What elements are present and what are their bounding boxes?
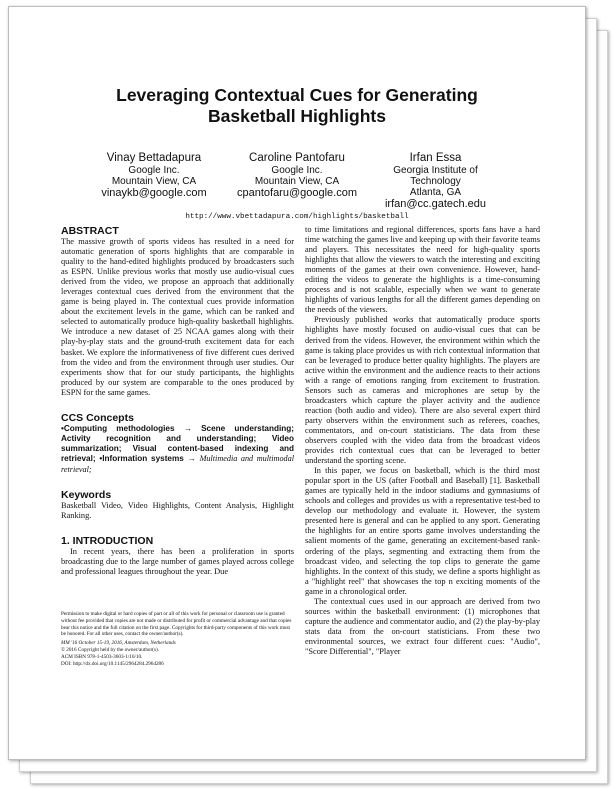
permission-text: Permission to make digital or hard copies of part or all of this work for personal or classroom use is granted without fee provided that copies are not made or distributed for profit or commercial advantage and that copies bear this notice and the full citation on the first page. Copyrights for third-party components of this work must be honored. For all other uses, contact the owner/author(s). <box>61 611 292 638</box>
author-block-1 <box>89 152 219 199</box>
title-line-2: Basketball Highlights <box>208 106 386 126</box>
left-column <box>61 225 294 577</box>
author-email: cpantofaru@google.com <box>236 187 358 199</box>
conference-venue: MM '16 October 15-19, 2016, Amsterdam, Netherlands <box>61 640 176 647</box>
body-paragraph: Previously published works that automatically produce sports highlights have mostly focused on audio-visual cues that can be derived from the videos. However, the environment within which the game is taking place provides us with rich contextual information that can be leveraged to produce better quality highlights. The players are active within the environment and the audience reacts to their actions with a range of emotions ranging from excitement to frustration. Sensors such as cameras and microphones are setup by the broadcasters which capture the player activity and the audience reaction (both audio and video). There are also several expert third party observers within the environment such as referees, coaches, commentators, and on-court statisticians. The data from these observers coupled with the video data from the broadcast videos provides rich contextual cues that can be leveraged to better understand the sporting scene. <box>305 315 540 466</box>
author-affiliation: Google Inc. <box>271 165 323 176</box>
ccs-heading: CCS Concepts <box>61 411 134 424</box>
ccs-bullet-2-detail: Multimedia and multimodal retrieval; <box>61 454 295 474</box>
keywords-text: Basketball Video, Video Highlights, Content Analysis, Highlight Ranking. <box>61 500 294 520</box>
introduction-heading: 1. INTRODUCTION <box>61 534 154 547</box>
author-affiliation: Google Inc. <box>128 165 180 176</box>
isbn-line: ACM ISBN 978-1-4503-3603-1/16/10. <box>61 653 143 660</box>
body-paragraph: In this paper, we focus on basketball, which is the third most popular sport in the US (after Football and Baseball) [1]. Basketball games are typically held in the indoor stadiums and gymnasiums of schools and colleges and provides us with a representative test-bed to develop our methodology and evaluate it. However, the system presented here is general and can be applied to any sport. Generating the highlights for an entire sports game involves understanding the salient moments of the game, generating an excitement-based rank-ordering of the plays, segmenting and extracting them from the broadcast video, and selecting the top clips to generate the game highlights. In the context of this study, we define a sports highlight as a "highlight reel" that showcases the top n exciting moments of the game in a chronological order. <box>305 466 540 596</box>
author-location: Atlanta, GA <box>409 187 462 198</box>
paper-title <box>9 85 585 127</box>
body-paragraph: The contextual cues used in our approach are derived from two sources within the basketball environment: (1) microphones that capture the audience and commentator audio, and (2) the play-by-play stats data from the on-court statisticians. From these two environmental sources, we extract four different cues: "Audio", "Score Differential", "Player <box>305 596 540 656</box>
author-affiliation-cont: Technology <box>410 176 461 187</box>
introduction-paragraph-1: In recent years, there has been a proliferation in sports broadcasting due to the large number of games played across college and professional leagues throughout the year. Due <box>61 546 294 576</box>
abstract-text: The massive growth of sports videos has resulted in a need for automatic generation of sports highlights that are comparable in quality to the hand-edited highlights produced by broadcasters such as ESPN. Unlike previous works that mostly use audio-visual cues derived from the video, we propose an approach that additionally leverages contextual cues derived from the environment that the game is being played in. The contextual cues provide information about the excitement levels in the game, which can be ranked and selected to automatically produce high-quality basketball highlights. We introduce a new dataset of 25 NCAA games along with their play-by-play stats and the ground-truth excitement data for each basket. We explore the informativeness of five different cues derived from the video and from the environment through user studies. Our experiments show that for our study participants, the highlights produced by our system are comparable to the ones produced by ESPN for the same games. <box>61 237 294 397</box>
author-email: irfan@cc.gatech.edu <box>384 198 487 210</box>
keywords-heading: Keywords <box>61 488 112 501</box>
body-paragraph: to time limitations and regional differences, sports fans have a hard time watching the games live and keeping up with their favorite teams and players. This necessitates the need for high-quality sports highlights that allow the viewers to watch the interesting and exciting moments of the games at their own convenience. However, hand-editing the videos to generate the highlights is a time-consuming process and is not scalable, especially when we want to generate highlights of various lengths for all the different games depending on the needs of the viewers. <box>305 225 540 315</box>
ccs-concepts <box>61 424 294 475</box>
title-line-1: Leveraging Contextual Cues for Generating <box>116 85 478 105</box>
author-name: Vinay Bettadapura <box>106 152 202 164</box>
doi-line: DOI: http://dx.doi.org/10.1145/2964284.2964286 <box>61 660 164 667</box>
author-email: vinaykb@google.com <box>101 187 207 199</box>
author-name: Irfan Essa <box>409 152 462 164</box>
author-location: Mountain View, CA <box>111 176 197 187</box>
author-location: Mountain View, CA <box>254 176 340 187</box>
project-url: http://www.vbettadapura.com/highlights/basketball <box>185 213 409 221</box>
ccs-bullet-1: •Computing methodologies → Scene understanding; Activity recognition and understanding; Video summarization; Visual content-based indexing and retrieval; <box>61 423 294 464</box>
ccs-bullet-2: •Information systems → <box>99 454 196 464</box>
permission-footnote <box>61 611 294 667</box>
author-block-2 <box>227 152 367 199</box>
paper-first-page <box>8 6 586 760</box>
right-column <box>305 225 540 657</box>
copyright-line: © 2016 Copyright held by the owner/author(s). <box>61 646 160 653</box>
author-name: Caroline Pantofaru <box>249 152 345 164</box>
author-block-3 <box>373 152 498 210</box>
abstract-heading: ABSTRACT <box>61 225 119 237</box>
author-affiliation: Georgia Institute of <box>393 165 478 176</box>
